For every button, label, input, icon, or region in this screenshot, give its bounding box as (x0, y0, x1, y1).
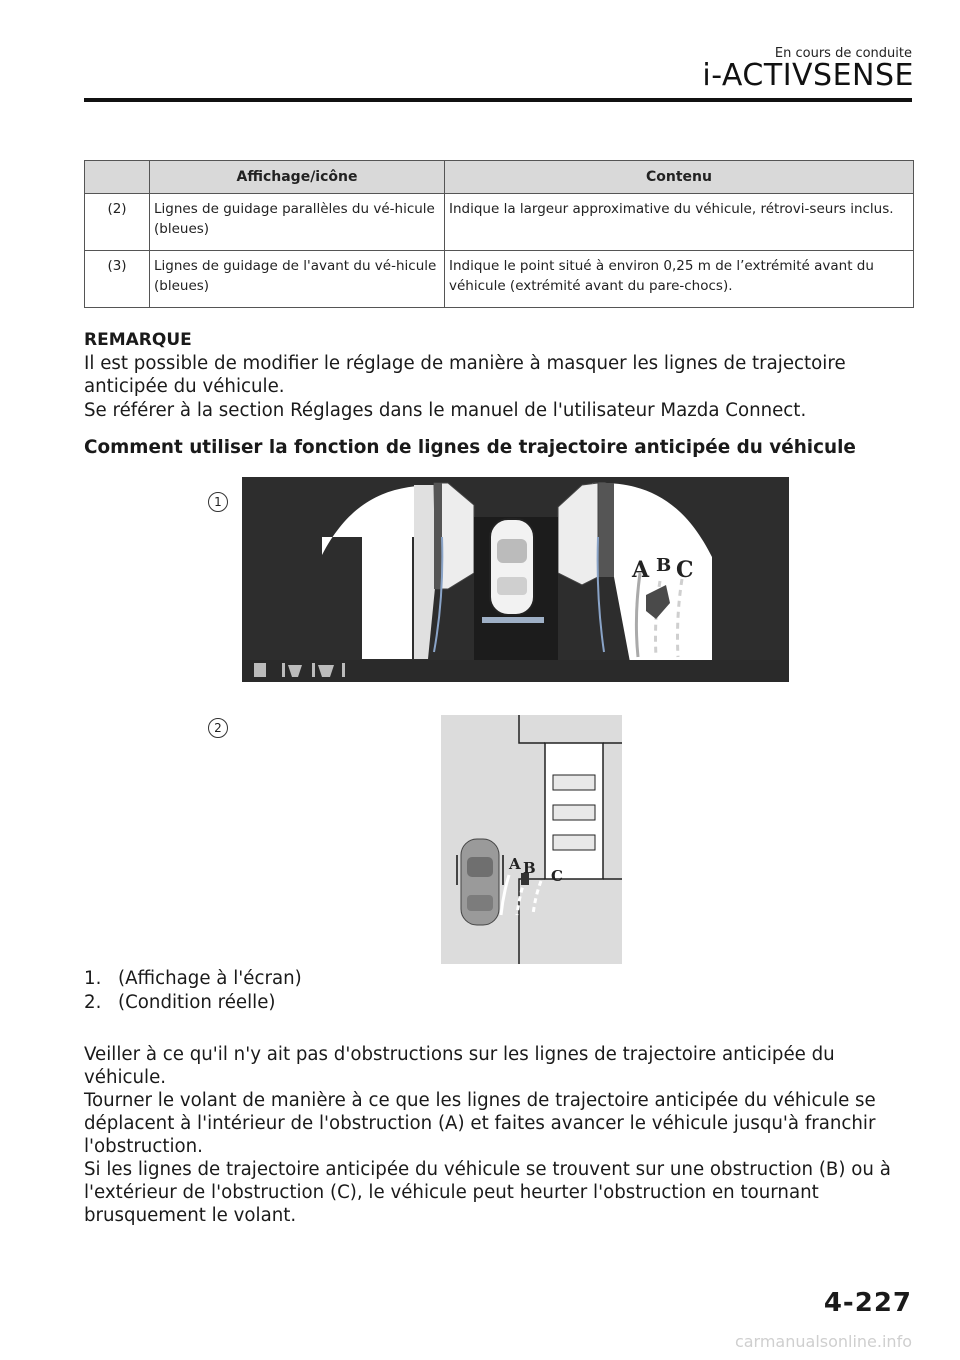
table-cell-num: (2) (85, 194, 150, 251)
section-subheading: Comment utiliser la fonction de lignes de trajectoire anticipée du véhicule (84, 437, 856, 458)
screen-display-figure (242, 477, 789, 682)
label-c: C (676, 557, 694, 583)
remark-text-2: Se référer à la section Réglages dans le manuel de l'utilisateur Mazda Connect. (84, 400, 807, 421)
label-b-2: B (523, 859, 536, 877)
table-cell-display: Lignes de guidage de l'avant du vé-hicule (bleues) (150, 251, 445, 308)
list-item: 1. (Affichage à l'écran) (84, 968, 302, 989)
table-cell-display: Lignes de guidage parallèles du vé-hicule (bleues) (150, 194, 445, 251)
table-row (85, 194, 914, 251)
callout-1: 1 (208, 492, 228, 512)
table-header-display: Affichage/icône (150, 161, 445, 194)
header-section: En cours de conduite (774, 46, 912, 61)
page-number: 4-227 (823, 1288, 912, 1318)
table-row (85, 251, 914, 308)
figure-legend-list (84, 967, 302, 1015)
label-a-2: A (509, 855, 521, 873)
label-a: A (632, 557, 650, 583)
body-paragraph-2: Tourner le volant de manière à ce que les lignes de trajectoire anticipée du véhicule se déplacent à l'intérieur de l'obstruction (A) et faites avancer le véhicule jusqu'à franchir l'obstruction. (84, 1090, 876, 1157)
table-header-row (85, 161, 914, 194)
table-header-num (85, 161, 150, 194)
label-b: B (656, 555, 672, 576)
watermark: carmanualsonline.info (734, 1332, 912, 1351)
real-condition-figure (441, 715, 622, 964)
header-rule (84, 98, 912, 102)
table-cell-content: Indique le point situé à environ 0,25 m de l’extrémité avant du véhicule (extrémité avant du pare-chocs). (445, 251, 914, 308)
remark-title: REMARQUE (84, 330, 192, 350)
table-header-content: Contenu (445, 161, 914, 194)
remark-text: Il est possible de modifier le réglage de manière à masquer les lignes de trajectoire anticipée du véhicule. (84, 353, 846, 397)
header-title: i-ACTIVSENSE (702, 58, 914, 93)
callout-2: 2 (208, 718, 228, 738)
body-paragraph-3: Si les lignes de trajectoire anticipée du véhicule se trouvent sur une obstruction (B) ou à l'extérieur de l'obstruction (C), le véhicule peut heurter l'obstruction en tournant brusquement le volant. (84, 1159, 891, 1226)
list-item: 2. (Condition réelle) (84, 992, 276, 1013)
table-cell-content: Indique la largeur approximative du véhicule, rétrovi-seurs inclus. (445, 194, 914, 251)
body-paragraph-1: Veiller à ce qu'il n'y ait pas d'obstructions sur les lignes de trajectoire anticipée du véhicule. (84, 1044, 835, 1088)
guide-lines-table (84, 160, 914, 308)
table-cell-num: (3) (85, 251, 150, 308)
label-c-2: C (551, 867, 563, 885)
